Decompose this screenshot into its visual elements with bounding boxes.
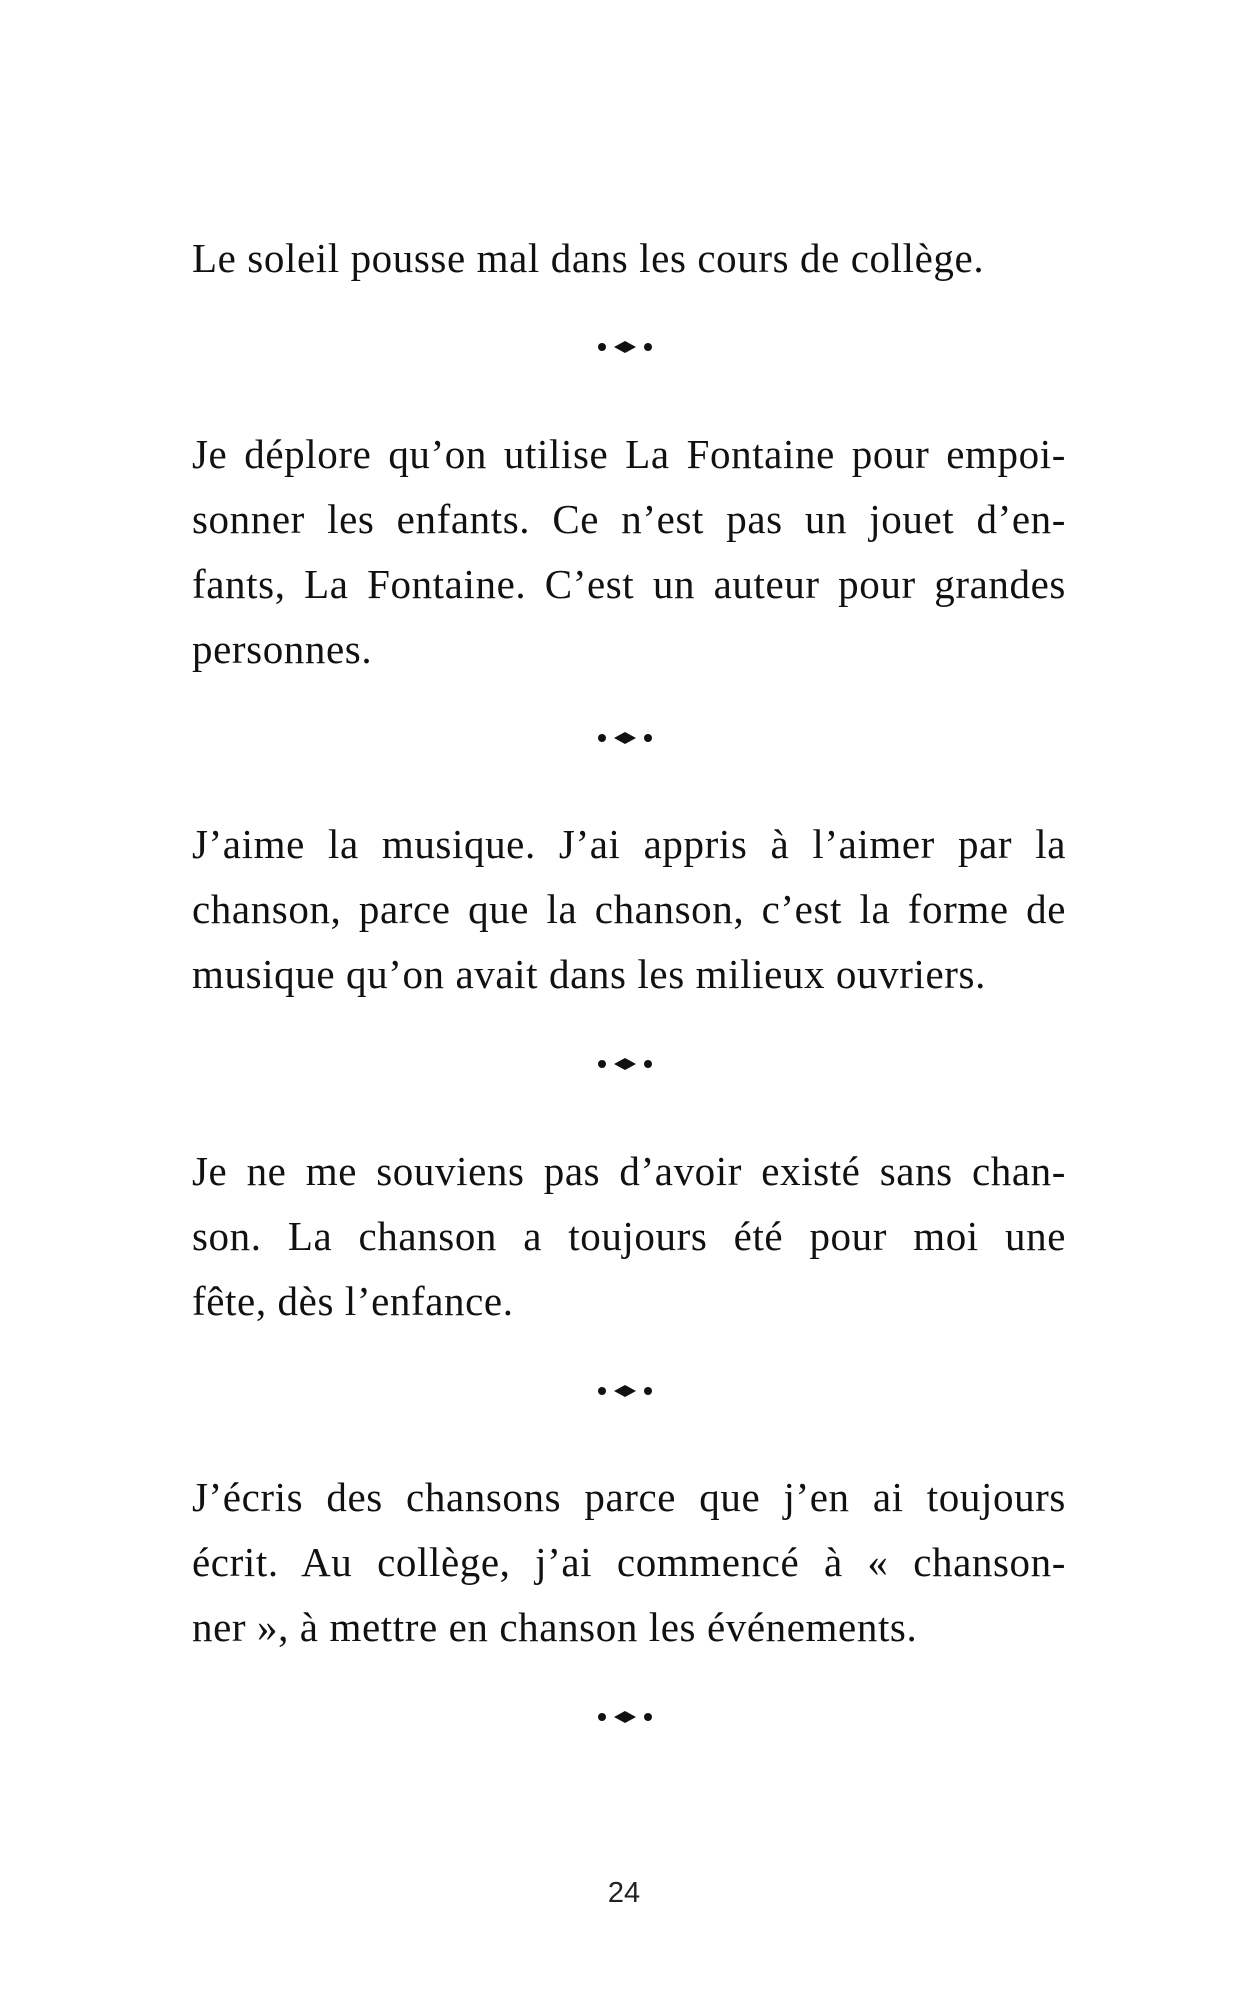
paragraph-line: chanson, parce que la chanson, c’est la forme de	[192, 886, 1066, 932]
paragraph-line: Je ne me souviens pas d’avoir existé sans chan-	[192, 1148, 1066, 1194]
paragraph-line: J’écris des chansons parce que j’en ai toujours	[192, 1474, 1066, 1520]
paragraph-line: fants, La Fontaine. C’est un auteur pour grandes	[192, 561, 1066, 607]
paragraph-3	[192, 812, 1066, 1007]
paragraph-line: fête, dès l’enfance.	[192, 1278, 514, 1324]
paragraph-4	[192, 1139, 1066, 1334]
paragraph-line: son. La chanson a toujours été pour moi une	[192, 1213, 1066, 1259]
paragraph-line: musique qu’on avait dans les milieux ouvriers.	[192, 951, 986, 997]
diamond-dots-ornament-icon	[594, 1380, 656, 1402]
paragraph-line: J’aime la musique. J’ai appris à l’aimer par la	[192, 821, 1066, 867]
paragraph-line: Je déplore qu’on utilise La Fontaine pour empoi-	[192, 431, 1066, 477]
page-number: 24	[607, 1877, 641, 1909]
paragraph-line: ner », à mettre en chanson les événements.	[192, 1604, 918, 1650]
paragraph-5	[192, 1465, 1066, 1660]
diamond-dots-ornament-icon	[594, 1053, 656, 1075]
paragraph-2	[192, 422, 1066, 682]
paragraph-line: Le soleil pousse mal dans les cours de collège.	[192, 235, 985, 281]
paragraph-line: sonner les enfants. Ce n’est pas un jouet d’en-	[192, 496, 1066, 542]
diamond-dots-ornament-icon	[594, 727, 656, 749]
paragraph-1	[192, 226, 1066, 291]
diamond-dots-ornament-icon	[594, 1706, 656, 1728]
paragraph-line: écrit. Au collège, j’ai commencé à « chanson-	[192, 1539, 1066, 1585]
diamond-dots-ornament-icon	[594, 336, 656, 358]
paragraph-line: personnes.	[192, 626, 373, 672]
